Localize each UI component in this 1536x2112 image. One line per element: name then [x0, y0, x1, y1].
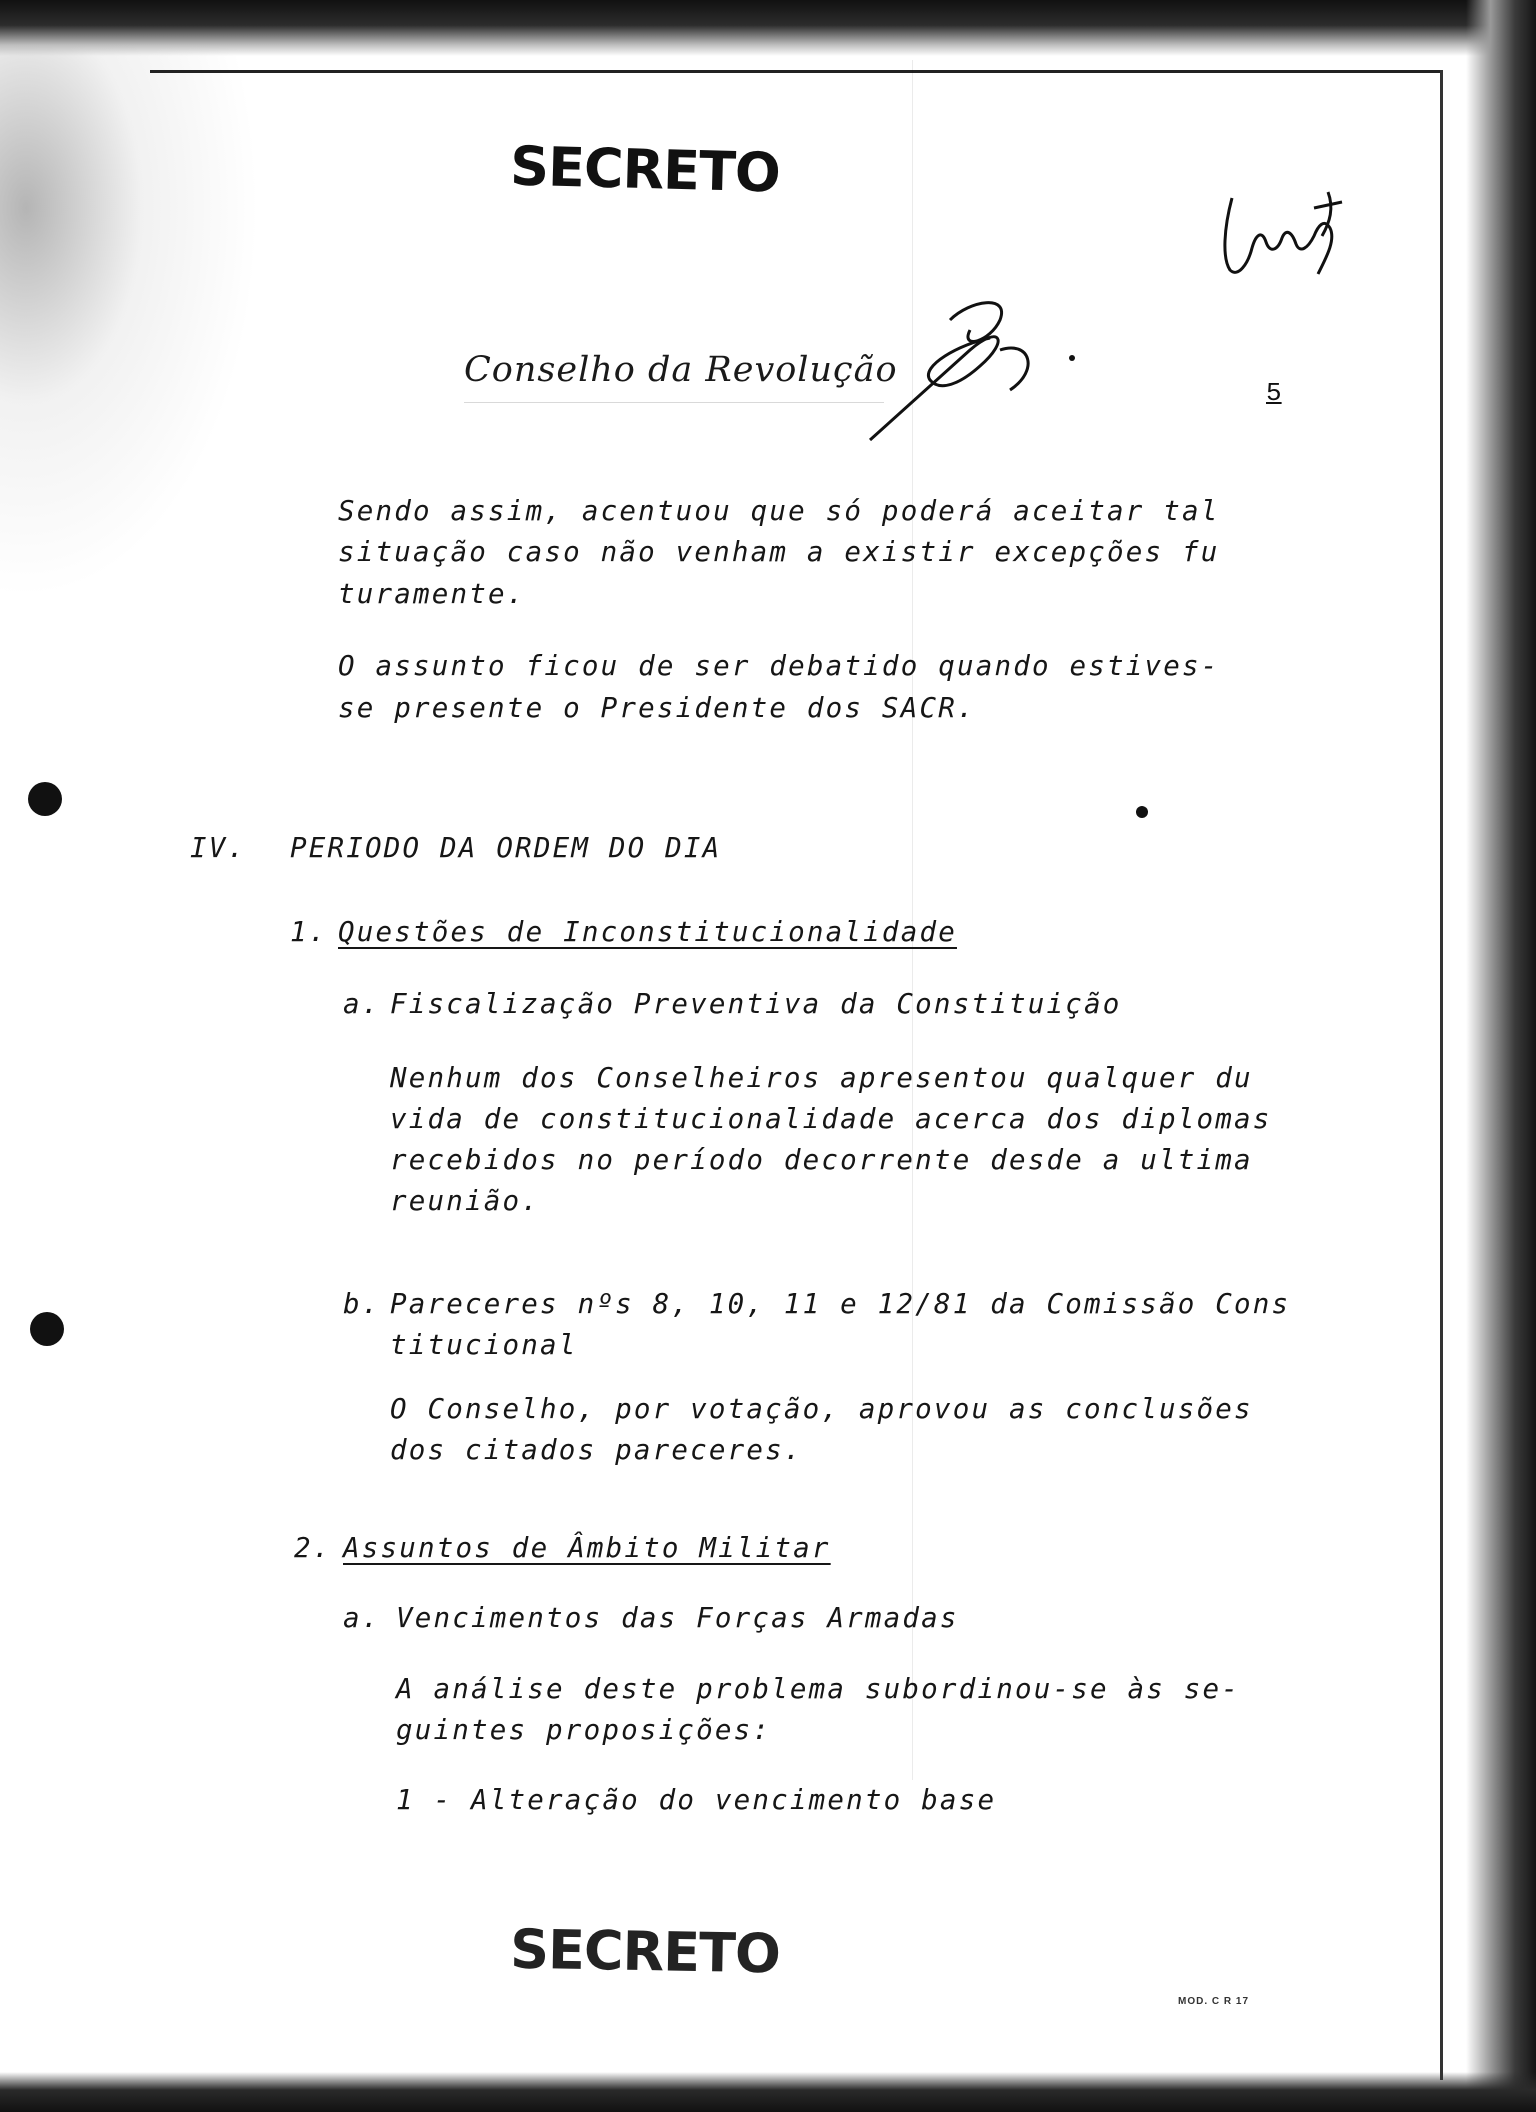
scan-edge-bottom [0, 2072, 1536, 2112]
subitem-letter: b. [343, 1288, 381, 1320]
paper-edge-right [1440, 70, 1443, 2080]
item-title: Questões de Inconstitucionalidade [338, 916, 957, 948]
subitem-title: Fiscalização Preventiva da Constituição [390, 988, 1122, 1020]
scan-edge-right [1466, 0, 1536, 2112]
letterhead-title: Conselho da Revolução [464, 350, 898, 390]
body-line: A análise deste problema subordinou-se às se- [396, 1673, 1241, 1705]
body-line: O Conselho, por votação, aprovou as conclusões [390, 1393, 1253, 1425]
subitem-letter: a. [343, 988, 381, 1020]
body-line: guintes proposições: [396, 1714, 772, 1746]
body-line: dos citados pareceres. [390, 1434, 803, 1466]
classification-stamp-top: SECRETO [509, 134, 781, 205]
subitem-letter: a. [343, 1602, 381, 1634]
paragraph-line: O assunto ficou de ser debatido quando estives- [338, 650, 1220, 682]
signature-scribble [850, 280, 1100, 450]
form-code: MOD. C R 17 [1178, 1996, 1250, 2007]
subitem-title: Pareceres nºs 8, 10, 11 e 12/81 da Comissão Cons [390, 1288, 1291, 1320]
paragraph-line: se presente o Presidente dos SACR. [338, 692, 976, 724]
paragraph-line: situação caso não venham a existir excepções fu [338, 536, 1220, 568]
punch-hole-bottom [30, 1312, 64, 1346]
section-number: IV. [190, 832, 247, 864]
item-number: 1. [290, 916, 328, 948]
body-line: Nenhum dos Conselheiros apresentou qualquer du [390, 1062, 1253, 1094]
page-number: 5 [1266, 378, 1282, 408]
item-title: Assuntos de Âmbito Militar [343, 1532, 831, 1564]
body-line: recebidos no período decorrente desde a ultima [390, 1144, 1253, 1176]
classification-stamp-bottom: SECRETO [509, 1917, 781, 1986]
letterhead-rule [464, 402, 884, 403]
paragraph-line: turamente. [338, 578, 526, 610]
handwritten-initials [1218, 178, 1348, 288]
subitem-title: Vencimentos das Forças Armadas [396, 1602, 959, 1634]
body-line: reunião. [390, 1185, 541, 1217]
ink-speck [1136, 806, 1148, 818]
proposition-line: 1 - Alteração do vencimento base [396, 1784, 997, 1816]
scan-edge-top [0, 0, 1536, 56]
paper-edge-top [150, 70, 1440, 73]
body-line: vida de constitucionalidade acerca dos diplomas [390, 1103, 1272, 1135]
paragraph-line: Sendo assim, acentuou que só poderá aceitar tal [338, 495, 1220, 527]
section-title: PERIODO DA ORDEM DO DIA [290, 832, 722, 864]
punch-hole-top [28, 782, 62, 816]
subitem-title: titucional [390, 1329, 578, 1361]
item-number: 2. [294, 1532, 332, 1564]
